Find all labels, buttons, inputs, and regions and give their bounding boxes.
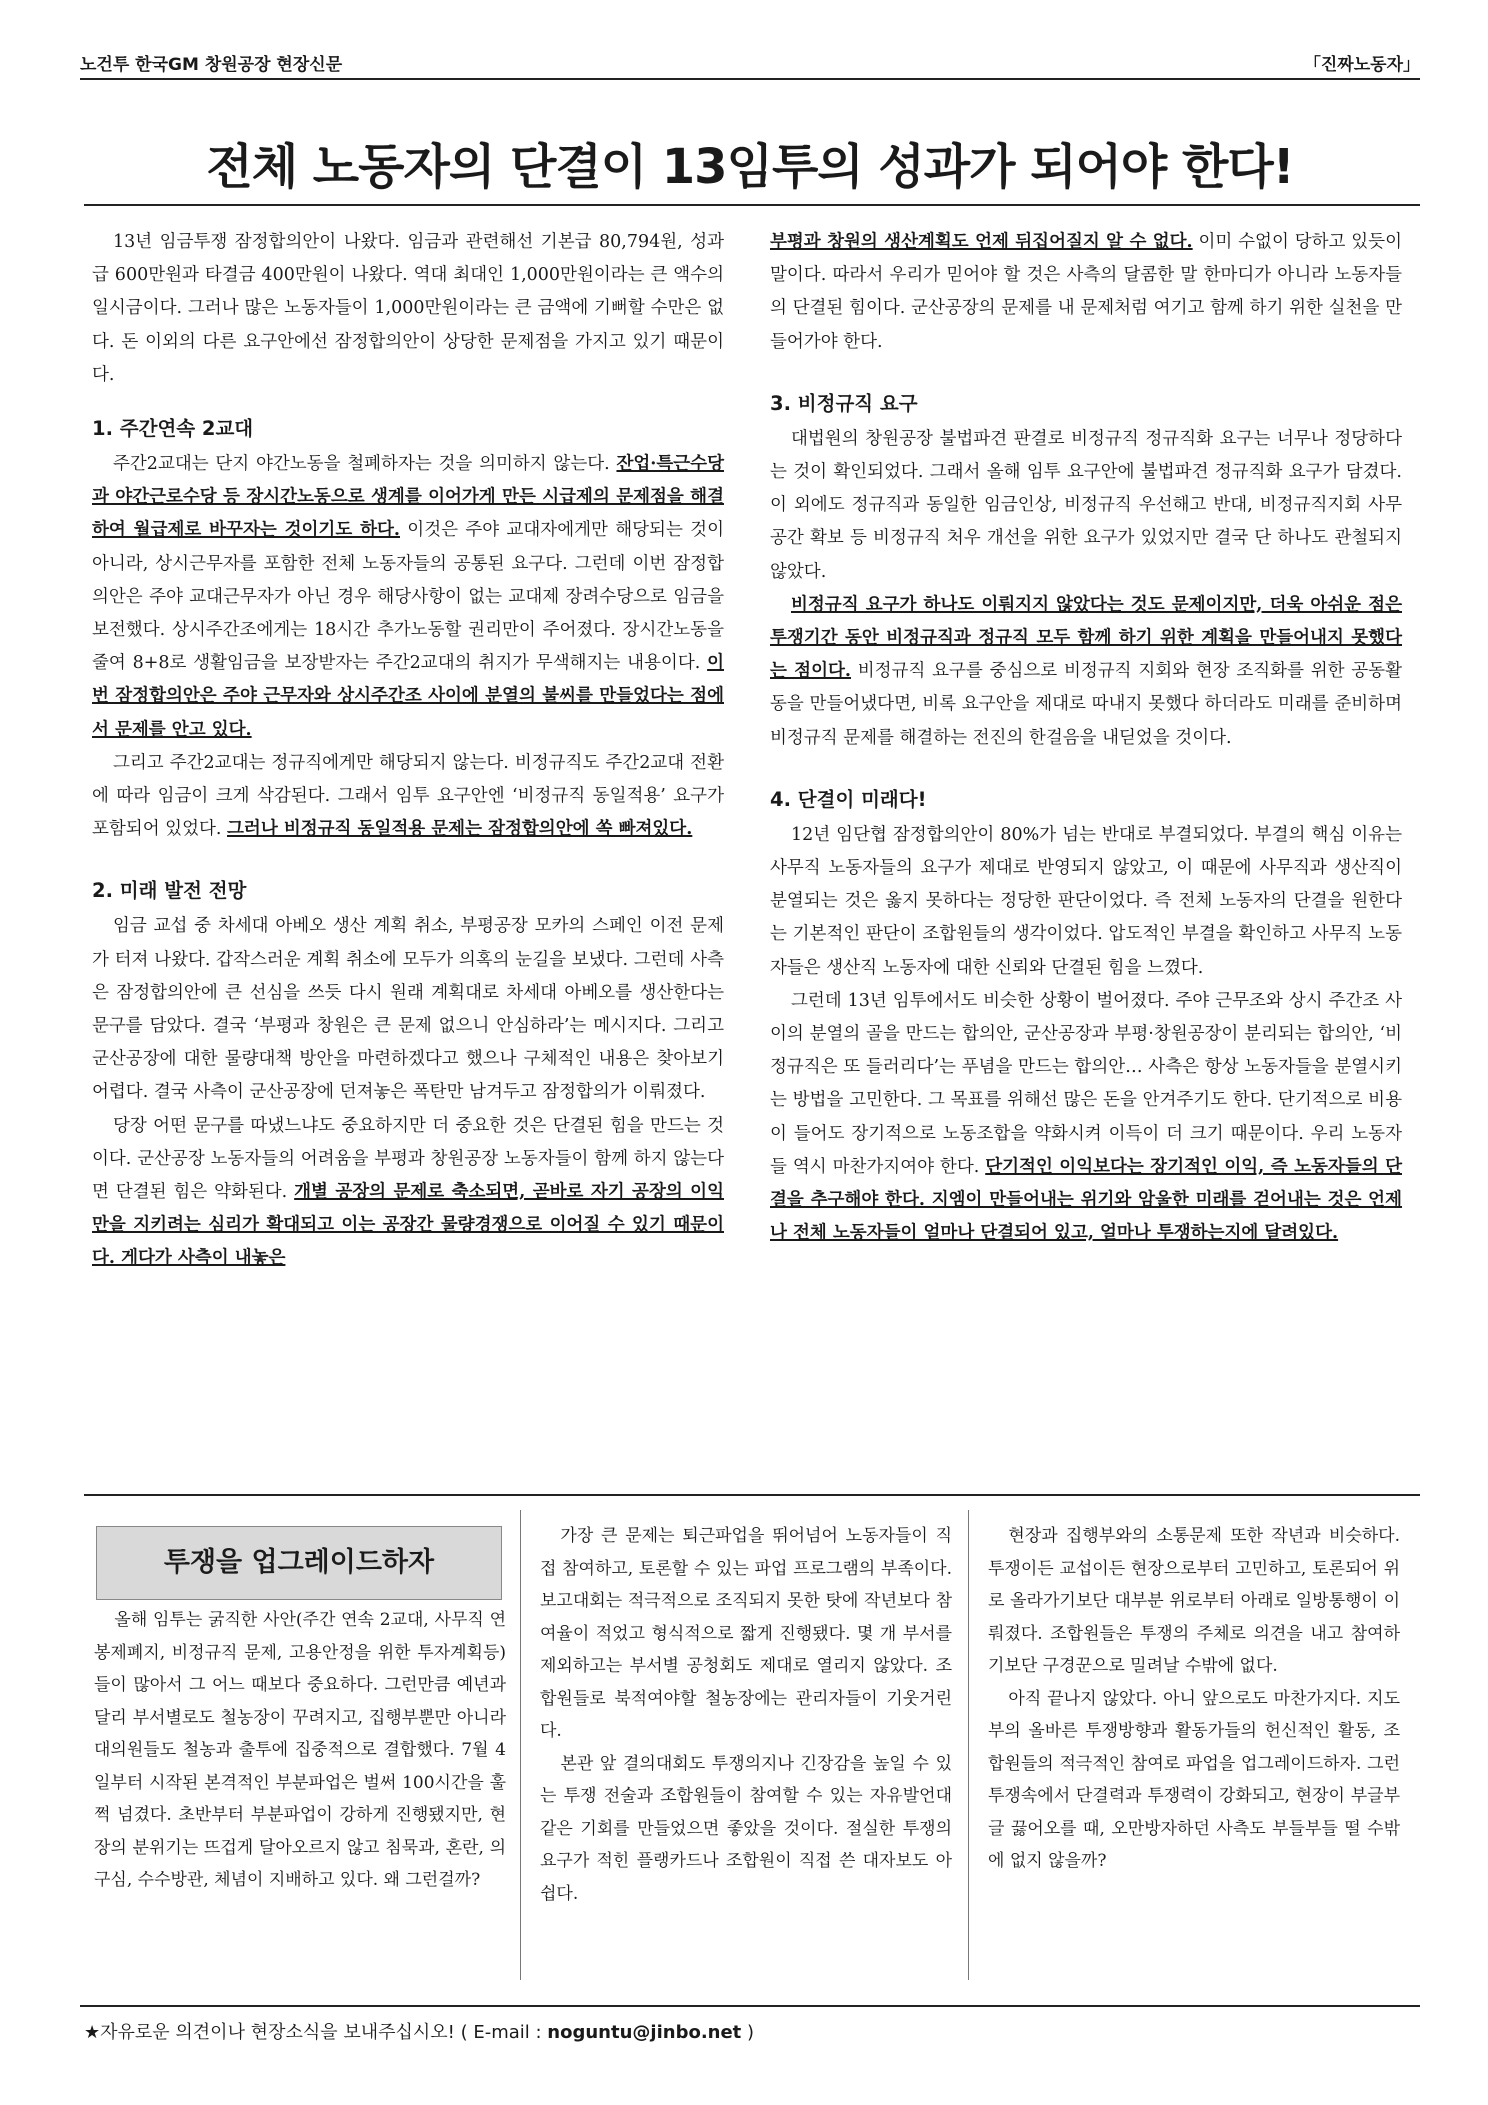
masthead xyxy=(80,44,1420,80)
section-1-paragraph-1: 주간2교대는 단지 야간노동을 철폐하자는 것을 의미하지 않는다. 잔업·특근수당과 야간근로수당 등 장시간노동으로 생계를 이어가게 만든 시급제의 문제점을 해결하여 월급제로 바꾸자는 것이기도 하다. 이것은 주야 교대자에게만 해당되는 것이 아니라, 상시근무자를 포함한 전체 노동자들의 공통된 요구다. 그런데 이번 잠정합의안은 주야 교대근무자가 아닌 경우 해당사항이 없는 교대제 장려수당으로 임금을 보전했다. 상시주간조에게는 18시간 추가노동할 권리만이 주어졌다. 장시간노동을 줄여 8+8로 생활임금을 보장받자는 주간2교대의 취지가 무색해지는 내용이다. 이번 잠정합의안은 주야 근무자와 상시주간조 사이에 분열의 불씨를 만들었다는 점에서 문제를 안고 있다. xyxy=(92,454,724,740)
section-4-heading: 4. 단결이 미래다! xyxy=(770,787,927,811)
section-3-heading: 3. 비정규직 요구 xyxy=(770,391,918,415)
email-link[interactable]: noguntu@jinbo.net xyxy=(547,2022,742,2043)
column-title-box: 투쟁을 업그레이드하자 xyxy=(96,1526,502,1600)
footer-text: ★자유로운 의견이나 현장소식을 보내주십시오! ( E-mail : xyxy=(84,2022,548,2043)
column-text-1 xyxy=(94,1604,506,1897)
column-divider xyxy=(968,1510,969,1980)
section-2-heading: 2. 미래 발전 전망 xyxy=(92,879,247,903)
column-paragraph-5: 아직 끝나지 않았다. 아니 앞으로도 마찬가지다. 지도부의 올바른 투쟁방향과 활동가들의 헌신적인 활동, 조합원들의 적극적인 참여로 파업을 업그레이드하자. 그런 투쟁속에서 단결력과 투쟁력이 강화되고, 현장이 부글부글 끓어오를 때, 오만방자하던 사측도 부들부들 떨 수밖에 없지 않을까? xyxy=(988,1688,1400,1871)
article-column-right xyxy=(770,226,1402,1250)
footer xyxy=(84,2018,754,2044)
footer-close: ) xyxy=(741,2022,755,2043)
article-column-left xyxy=(92,226,724,1276)
column-divider xyxy=(520,1510,521,1980)
section-3-paragraph-2: 비정규직 요구가 하나도 이뤄지지 않았다는 것도 문제이지만, 더욱 아쉬운 점은 투쟁기간 동안 비정규직과 정규직 모두 함께 하기 위한 계획을 만들어내지 못했다는 점이다. 비정규직 요구를 중심으로 비정규직 지회와 현장 조직화를 위한 공동활동을 만들어냈다면, 비록 요구안을 제대로 따내지 못했다 하더라도 미래를 준비하며 비정규직 문제를 해결하는 전진의 한걸음을 내딛었을 것이다. xyxy=(770,594,1402,748)
column-text-2 xyxy=(540,1520,952,1910)
newspaper-title: 「진짜노동자」 xyxy=(1303,55,1420,75)
intro-paragraph: 13년 임금투쟁 잠정합의안이 나왔다. 임금과 관련해선 기본급 80,794원, 성과급 600만원과 타결금 400만원이 나왔다. 역대 최대인 1,000만원이라는 큰 액수의 일시금이다. 그러나 많은 노동자들이 1,000만원이라는 큰 금액에 기뻐할 수만은 없다. 돈 이외의 다른 요구안에선 잠정합의안이 상당한 문제점을 가지고 있기 때문이다. xyxy=(92,232,724,385)
section-1-heading: 1. 주간연속 2교대 xyxy=(92,417,254,441)
section-2-paragraph-2: 당장 어떤 문구를 따냈느냐도 중요하지만 더 중요한 것은 단결된 힘을 만드는 것이다. 군산공장 노동자들의 어려움을 부평과 창원공장 노동자들이 함께 하지 않는다면 단결된 힘은 약화된다. 개별 공장의 문제로 축소되면, 곧바로 자기 공장의 이익만을 지키려는 심리가 확대되고 이는 공장간 물량경쟁으로 이어질 수 있기 때문이다. 게다가 사측이 내놓은 xyxy=(92,1115,724,1269)
footer-divider xyxy=(80,2005,1420,2007)
section-4-paragraph-2: 그런데 13년 임투에서도 비슷한 상황이 벌어졌다. 주야 근무조와 상시 주간조 사이의 분열의 골을 만드는 합의안, 군산공장과 부평·창원공장이 분리되는 합의안, ‘비정규직은 또 들러리다’는 푸념을 만드는 합의안… 사측은 항상 노동자들을 분열시키는 방법을 고민한다. 그 목표를 위해선 많은 돈을 안겨주기도 한다. 단기적으로 비용이 들어도 장기적으로 노동조합을 약화시켜 이득이 더 크기 때문이다. 우리 노동자들 역시 마찬가지여야 한다. 단기적인 이익보다는 장기적인 이익, 즉 노동자들의 단결을 추구해야 한다. 지엠이 만들어내는 위기와 암울한 미래를 걷어내는 것은 언제나 전체 노동자들이 얼마나 단결되어 있고, 얼마나 투쟁하는지에 달려있다. xyxy=(770,990,1402,1244)
section-3-paragraph-1: 대법원의 창원공장 불법파견 판결로 비정규직 정규직화 요구는 너무나 정당하다는 것이 확인되었다. 그래서 올해 임투 요구안에 불법파견 정규직화 요구가 담겼다. 이 외에도 정규직과 동일한 임금인상, 비정규직 우선해고 반대, 비정규직지회 사무공간 확보 등 비정규직 처우 개선을 위한 요구가 있었지만 결국 단 하나도 관철되지 않았다. xyxy=(770,428,1402,582)
section-2-paragraph-1: 임금 교섭 중 차세대 아베오 생산 계획 취소, 부평공장 모카의 스페인 이전 문제가 터져 나왔다. 갑작스러운 계획 취소에 모두가 의혹의 눈길을 보냈다. 그런데 사측은 잠정합의안에 큰 선심을 쓰듯 다시 원래 계획대로 차세대 아베오를 생산한다는 문구를 담았다. 결국 ‘부평과 창원은 큰 문제 없으니 안심하라’는 메시지다. 그리고 군산공장에 대한 물량대책 방안을 마련하겠다고 했으나 구체적인 내용은 찾아보기 어렵다. 결국 사측이 군산공장에 던져놓은 폭탄만 남겨두고 잠정합의가 이뤄졌다. xyxy=(92,916,724,1103)
section-4-paragraph-1: 12년 임단협 잠정합의안이 80%가 넘는 반대로 부결되었다. 부결의 핵심 이유는 사무직 노동자들의 요구가 제대로 반영되지 않았고, 이 때문에 사무직과 생산직이 분열되는 것은 옳지 못하다는 정당한 판단이었다. 즉 전체 노동자의 단결을 원한다는 기본적인 판단이 조합원들의 생각이었다. 압도적인 부결을 확인하고 사무직 노동자들은 생산직 노동자에 대한 신뢰와 단결된 힘을 느꼈다. xyxy=(770,824,1402,978)
publication-name: 노건투 한국GM 창원공장 현장신문 xyxy=(80,55,343,75)
column-paragraph-1: 올해 임투는 굵직한 사안(주간 연속 2교대, 사무직 연봉제폐지, 비정규직 문제, 고용안정을 위한 투자계획등)들이 많아서 그 어느 때보다 중요하다. 그런만큼 예년과 달리 부서별로도 철농장이 꾸려지고, 집행부뿐만 아니라 대의원들도 철농과 출투에 집중적으로 결합했다. 7월 4일부터 시작된 본격적인 부분파업은 벌써 100시간을 훌쩍 넘겼다. 초반부터 부분파업이 강하게 진행됐지만, 현장의 분위기는 뜨겁게 달아오르지 않고 침묵과, 혼란, 의구심, 수수방관, 체념이 지배하고 있다. 왜 그런걸까? xyxy=(94,1610,506,1890)
column-paragraph-3: 본관 앞 결의대회도 투쟁의지나 긴장감을 높일 수 있는 투쟁 전술과 조합원들이 참여할 수 있는 자유발언대 같은 기회를 만들었으면 좋았을 것이다. 절실한 투쟁의 요구가 적힌 플랭카드나 조합원이 직접 쓴 대자보도 아쉽다. xyxy=(540,1753,952,1904)
column-text-3 xyxy=(988,1520,1400,1878)
column-paragraph-2: 가장 큰 문제는 퇴근파업을 뛰어넘어 노동자들이 직접 참여하고, 토론할 수 있는 파업 프로그램의 부족이다. 보고대회는 적극적으로 조직되지 못한 탓에 작년보다 참여율이 적었고 형식적으로 짧게 진행됐다. 몇 개 부서를 제외하고는 부서별 공청회도 제대로 열리지 않았다. 조합원들로 북적여야할 철농장에는 관리자들이 기웃거린다. xyxy=(540,1526,952,1741)
section-2-paragraph-3: 부평과 창원의 생산계획도 언제 뒤집어질지 알 수 없다. 이미 수없이 당하고 있듯이 말이다. 따라서 우리가 믿어야 할 것은 사측의 달콤한 말 한마디가 아니라 노동자들의 단결된 힘이다. 군산공장의 문제를 내 문제처럼 여기고 함께 하기 위한 실천을 만들어가야 한다. xyxy=(770,232,1402,352)
page-headline: 전체 노동자의 단결이 13임투의 성과가 되어야 한다! xyxy=(206,139,1294,195)
column-paragraph-4: 현장과 집행부와의 소통문제 또한 작년과 비슷하다. 투쟁이든 교섭이든 현장으로부터 고민하고, 토론되어 위로 올라가기보단 대부분 위로부터 아래로 일방통행이 이뤄졌다. 조합원들은 투쟁의 주체로 의견을 내고 참여하기보단 구경꾼으로 밀려날 수밖에 없다. xyxy=(988,1526,1400,1676)
section-divider xyxy=(84,1494,1420,1496)
headline-divider xyxy=(84,204,1420,206)
section-1-paragraph-2: 그리고 주간2교대는 정규직에게만 해당되지 않는다. 비정규직도 주간2교대 전환에 따라 임금이 크게 삭감된다. 그래서 임투 요구안엔 ‘비정규직 동일적용’ 요구가 포함되어 있었다. 그러나 비정규직 동일적용 문제는 잠정합의안에 쏙 빠져있다. xyxy=(92,752,724,840)
